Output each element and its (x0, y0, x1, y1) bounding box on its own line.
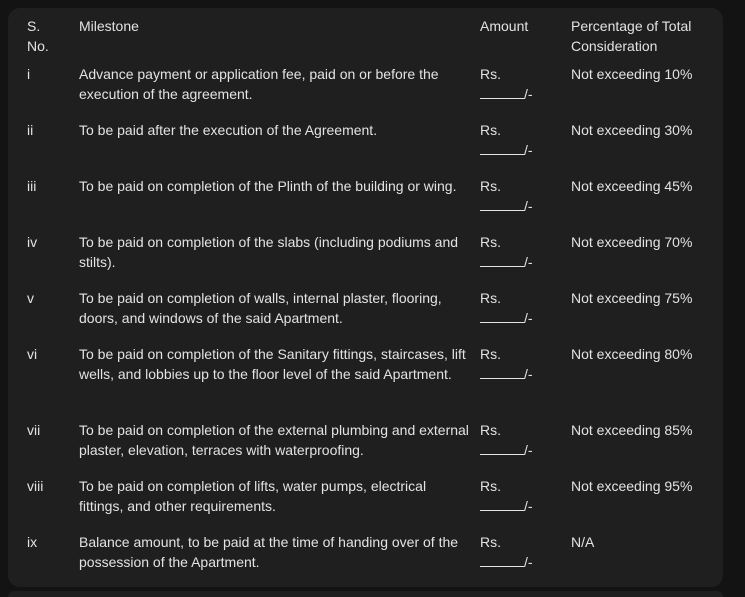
payment-schedule-card (8, 8, 723, 587)
row-percentage: Not exceeding 10% (571, 66, 693, 82)
row-amount (480, 420, 571, 476)
table-row (8, 64, 723, 120)
table-row (8, 232, 723, 288)
row-milestone: To be paid on completion of lifts, water pumps, electrical fittings, and other requirements. (79, 478, 427, 514)
amount-suffix: /- (524, 442, 533, 458)
header-percentage (571, 8, 723, 64)
row-amount (480, 176, 571, 232)
table-row (8, 476, 723, 532)
row-amount (480, 120, 571, 176)
row-sno: vi (27, 346, 38, 362)
row-percentage: Not exceeding 75% (571, 290, 693, 306)
amount-blank (480, 441, 524, 455)
row-sno: vii (27, 422, 41, 438)
row-percentage: Not exceeding 95% (571, 478, 693, 494)
table-row (8, 344, 723, 420)
amount-blank-line (480, 364, 533, 384)
amount-blank (480, 497, 524, 511)
amount-prefix: Rs. (480, 422, 501, 438)
row-sno: v (27, 290, 34, 306)
table-row (8, 532, 723, 587)
amount-blank (480, 85, 524, 99)
amount-blank (480, 141, 524, 155)
row-amount (480, 532, 571, 587)
row-milestone: To be paid on completion of the Sanitary fittings, staircases, lift wells, and lobbies up to the floor level of the said Apartment. (79, 346, 466, 382)
row-percentage: Not exceeding 85% (571, 422, 693, 438)
amount-prefix: Rs. (480, 478, 501, 494)
amount-prefix: Rs. (480, 346, 501, 362)
row-milestone: Balance amount, to be paid at the time of handing over of the possession of the Apartment. (79, 534, 459, 570)
header-sno-text: S. No. (27, 18, 49, 54)
table-row (8, 288, 723, 344)
row-percentage: Not exceeding 30% (571, 122, 693, 138)
amount-prefix: Rs. (480, 122, 501, 138)
table-row (8, 176, 723, 232)
row-amount (480, 64, 571, 120)
row-sno: iv (27, 234, 38, 250)
amount-suffix: /- (524, 498, 533, 514)
payment-schedule-table (8, 8, 723, 587)
row-amount (480, 288, 571, 344)
amount-blank-line (480, 252, 533, 272)
amount-suffix: /- (524, 198, 533, 214)
amount-blank (480, 197, 524, 211)
amount-suffix: /- (524, 310, 533, 326)
row-milestone: To be paid on completion of walls, internal plaster, flooring, doors, and windows of the said Apartment. (79, 290, 442, 326)
amount-blank (480, 253, 524, 267)
amount-blank (480, 553, 524, 567)
row-amount (480, 232, 571, 288)
amount-blank-line (480, 308, 533, 328)
amount-suffix: /- (524, 142, 533, 158)
row-percentage: N/A (571, 534, 595, 550)
header-milestone: Milestone (79, 18, 139, 34)
amount-prefix: Rs. (480, 66, 501, 82)
amount-prefix: Rs. (480, 234, 501, 250)
row-sno: viii (27, 478, 44, 494)
row-amount (480, 476, 571, 532)
amount-prefix: Rs. (480, 534, 501, 550)
row-milestone: To be paid on completion of the slabs (including podiums and stilts). (79, 234, 459, 270)
amount-blank-line (480, 496, 533, 516)
amount-suffix: /- (524, 554, 533, 570)
row-sno: ii (27, 122, 34, 138)
table-row (8, 420, 723, 476)
amount-blank (480, 309, 524, 323)
amount-blank (480, 365, 524, 379)
header-sno (8, 8, 79, 64)
row-milestone: Advance payment or application fee, paid on or before the execution of the agreement. (79, 66, 439, 102)
header-amount: Amount (480, 18, 529, 34)
row-milestone: To be paid after the execution of the Agreement. (79, 122, 378, 138)
amount-blank-line (480, 196, 533, 216)
row-percentage: Not exceeding 45% (571, 178, 693, 194)
amount-blank-line (480, 84, 533, 104)
table-row (8, 120, 723, 176)
row-sno: iii (27, 178, 37, 194)
amount-blank-line (480, 140, 533, 160)
row-percentage: Not exceeding 70% (571, 234, 693, 250)
amount-suffix: /- (524, 86, 533, 102)
amount-suffix: /- (524, 254, 533, 270)
amount-blank-line (480, 440, 533, 460)
amount-prefix: Rs. (480, 178, 501, 194)
amount-blank-line (480, 552, 533, 572)
row-amount (480, 344, 571, 420)
amount-suffix: /- (524, 366, 533, 382)
next-card-edge (8, 591, 723, 597)
table-header-row (8, 8, 723, 64)
row-sno: i (27, 66, 31, 82)
row-milestone: To be paid on completion of the Plinth of the building or wing. (79, 178, 457, 194)
row-sno: ix (27, 534, 38, 550)
row-percentage: Not exceeding 80% (571, 346, 693, 362)
header-percentage-text: Percentage of Total Consideration (571, 18, 692, 54)
amount-prefix: Rs. (480, 290, 501, 306)
row-milestone: To be paid on completion of the external plumbing and external plaster, elevation, terraces with waterproofing. (79, 422, 469, 458)
